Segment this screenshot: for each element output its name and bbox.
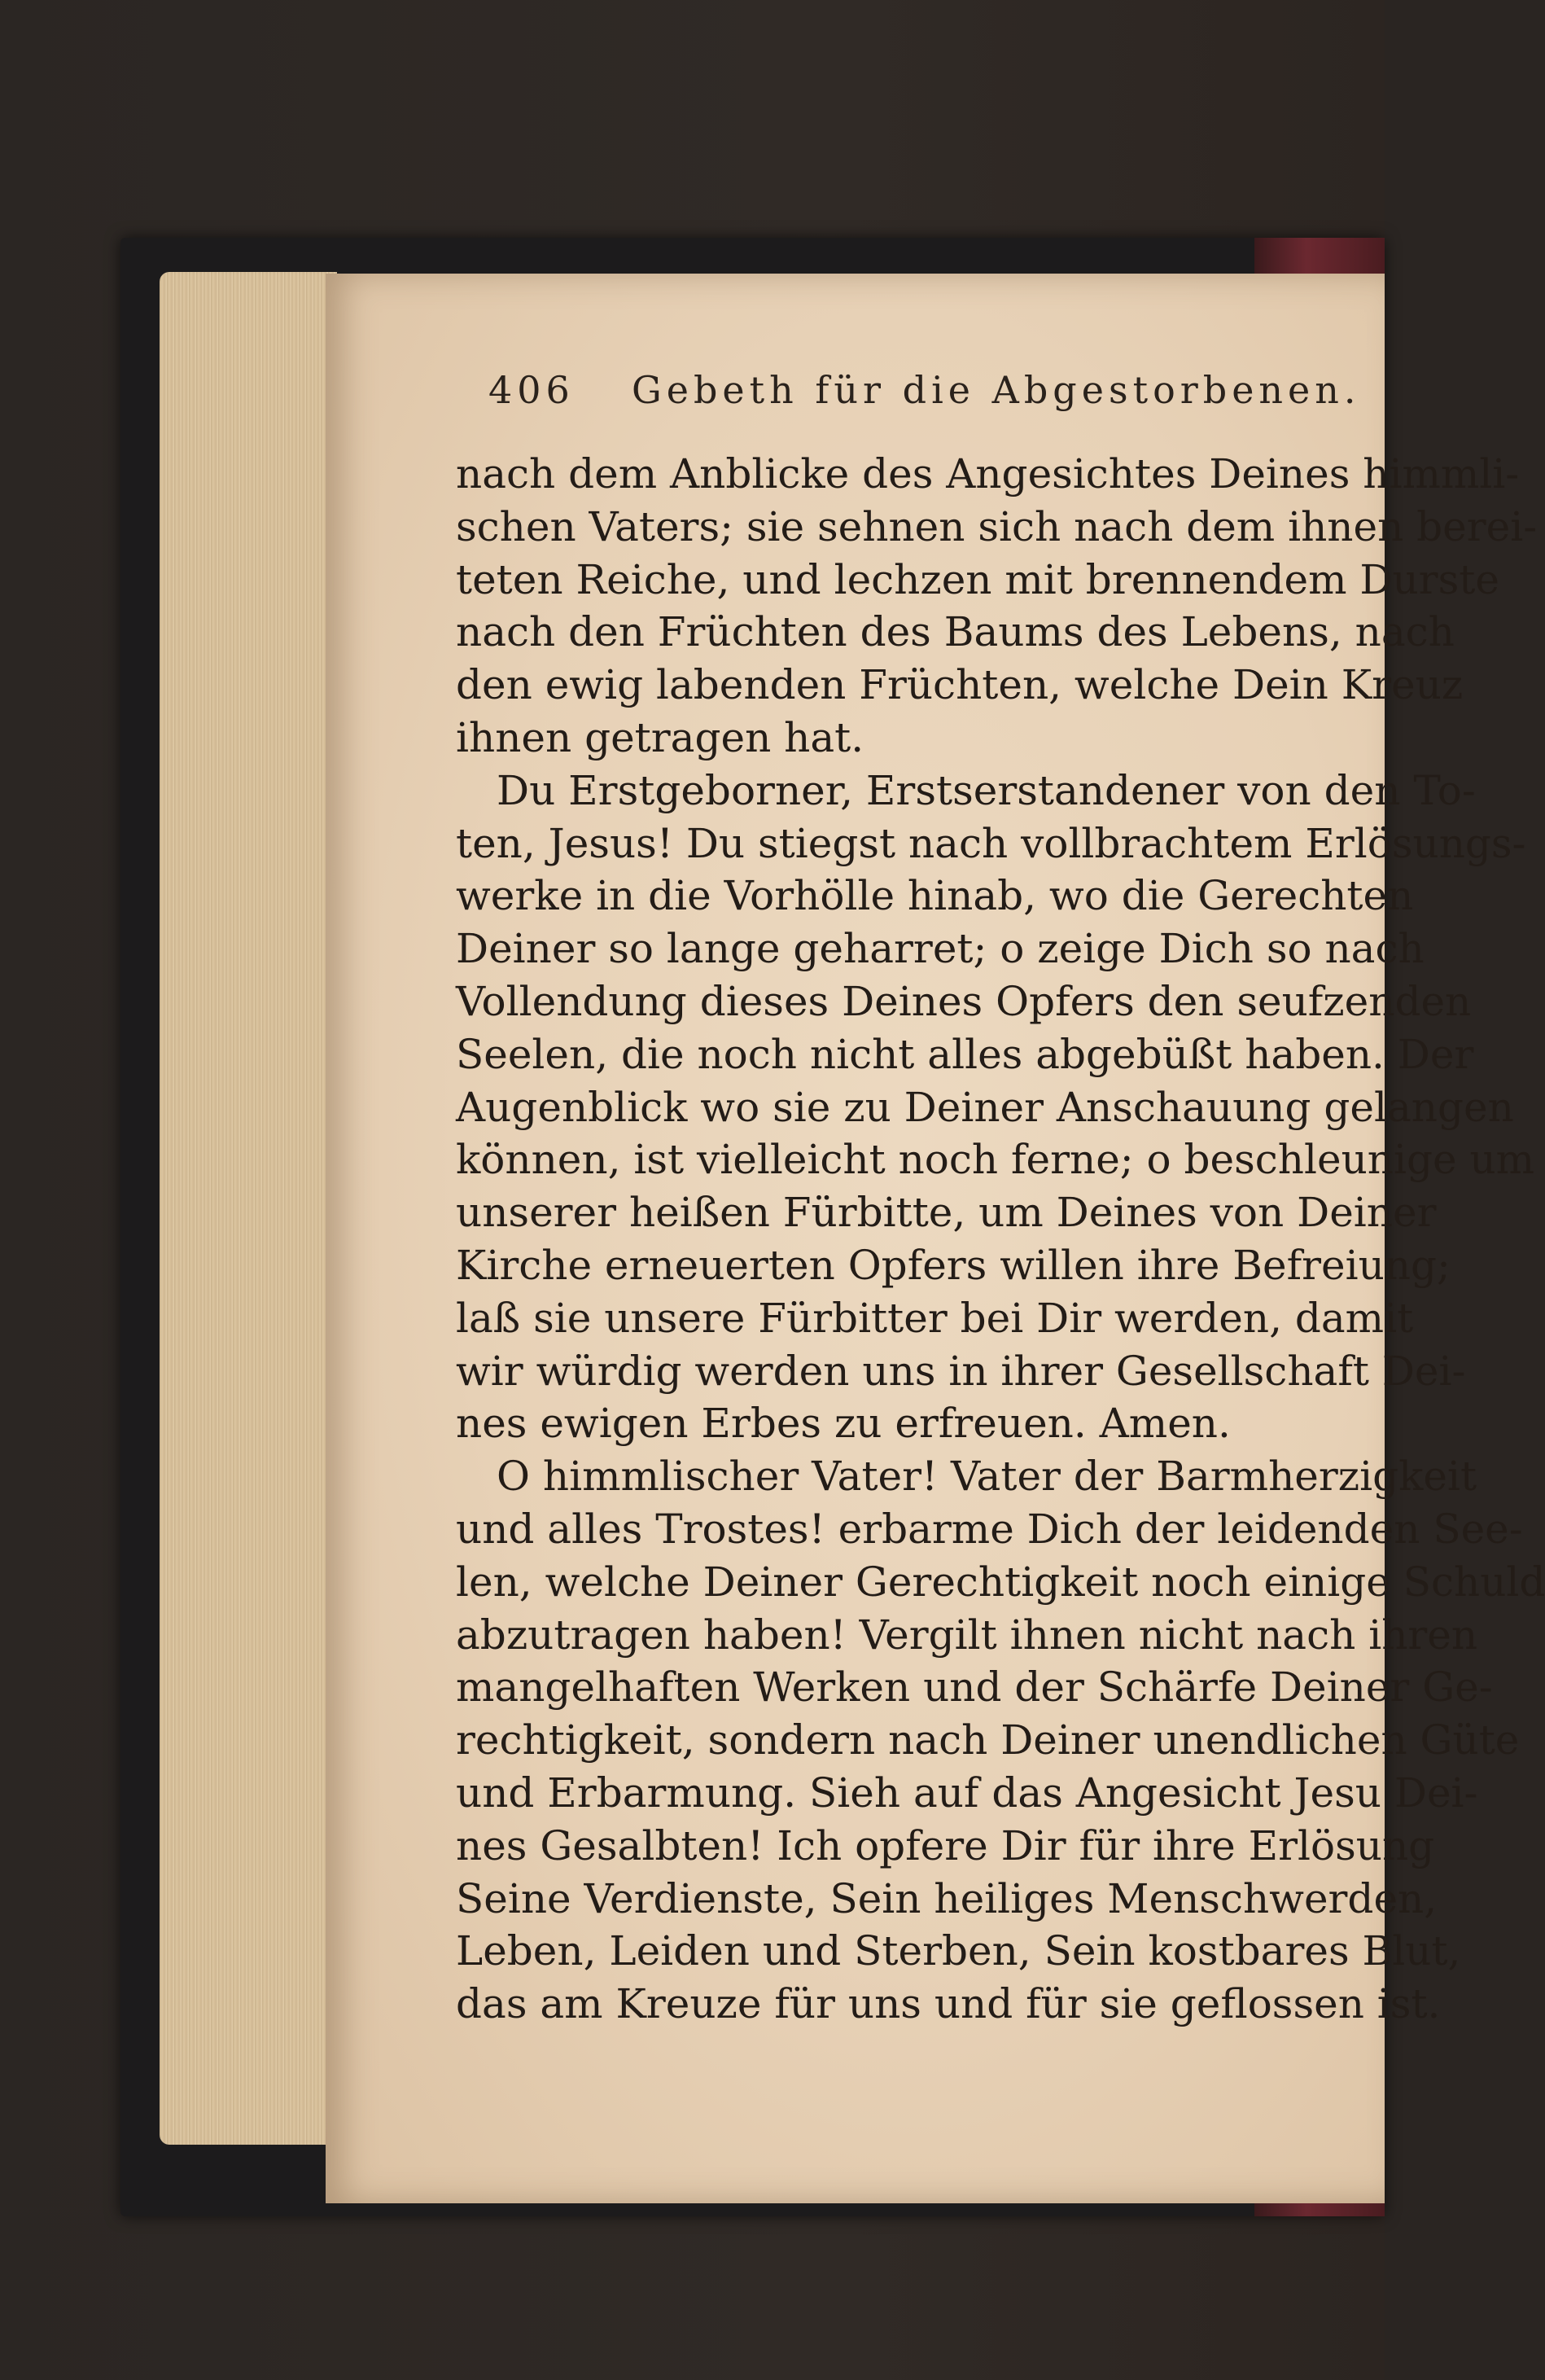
text-line: schen Vaters; sie sehnen sich nach dem ihnen berei- [456, 502, 1538, 550]
text-line: Deiner so lange geharret; o zeige Dich so nach [456, 925, 1425, 973]
page-edges [160, 272, 337, 2145]
text-line: ten, Jesus! Du stiegst nach vollbrachtem Erlösungs- [456, 819, 1526, 867]
page-header [488, 368, 1361, 425]
text-line: laß sie unsere Fürbitter bei Dir werden, damit [456, 1294, 1414, 1342]
text-line: den ewig labenden Früchten, welche Dein Kreuz [456, 661, 1464, 709]
text-line: Vollendung dieses Deines Opfers den seufzenden [456, 977, 1472, 1025]
text-line: teten Reiche, und lechzen mit brennendem Durste [456, 555, 1499, 603]
running-head: Gebeth für die Abgestorbenen. [632, 368, 1361, 412]
text-line: Leben, Leiden und Sterben, Sein kostbares Blut, [456, 1927, 1461, 1975]
text-line: und alles Trostes! erbarme Dich der leidenden See- [456, 1505, 1523, 1553]
text-line: Kirche erneuerten Opfers willen ihre Befreiung; [456, 1241, 1451, 1289]
text-line: rechtigkeit, sondern nach Deiner unendlichen Güte [456, 1716, 1520, 1764]
text-line: Du Erstgeborner, Erstserstandener von den To- [497, 766, 1476, 814]
text-line: und Erbarmung. Sieh auf das Angesicht Jesu Dei- [456, 1769, 1478, 1817]
text-line: das am Kreuze für uns und für sie geflossen ist. [456, 1980, 1441, 2028]
text-line: nach den Früchten des Baums des Lebens, nach [456, 608, 1455, 656]
text-line: ihnen getragen hat. [456, 713, 864, 761]
text-line: len, welche Deiner Gerechtigkeit noch einige Schuld [456, 1558, 1545, 1606]
text-line: O himmlischer Vater! Vater der Barmherzigkeit [497, 1453, 1477, 1501]
text-line: mangelhaften Werken und der Schärfe Deiner Ge- [456, 1663, 1493, 1712]
text-line: nach dem Anblicke des Angesichtes Deines himmli- [456, 450, 1520, 497]
page-number: 406 [488, 368, 575, 412]
text-line: Seelen, die noch nicht alles abgebüßt haben. Der [456, 1030, 1474, 1078]
text-line: Augenblick wo sie zu Deiner Anschauung gelangen [456, 1083, 1514, 1131]
text-line: Seine Verdienste, Sein heiliges Menschwerden, [456, 1874, 1438, 1922]
text-line: werke in die Vorhölle hinab, wo die Gerechten [456, 872, 1414, 920]
text-line: können, ist vielleicht noch ferne; o beschleunige um [456, 1136, 1535, 1184]
text-line: abzutragen haben! Vergilt ihnen nicht nach ihren [456, 1611, 1478, 1659]
text-line: nes Gesalbten! Ich opfere Dir für ihre Erlösung [456, 1821, 1435, 1869]
text-line: unserer heißen Fürbitte, um Deines von Deiner [456, 1189, 1437, 1237]
text-line: nes ewigen Erbes zu erfreuen. Amen. [456, 1400, 1231, 1448]
text-line: wir würdig werden uns in ihrer Gesellschaft Dei- [456, 1347, 1466, 1395]
body-text [456, 448, 1545, 2031]
